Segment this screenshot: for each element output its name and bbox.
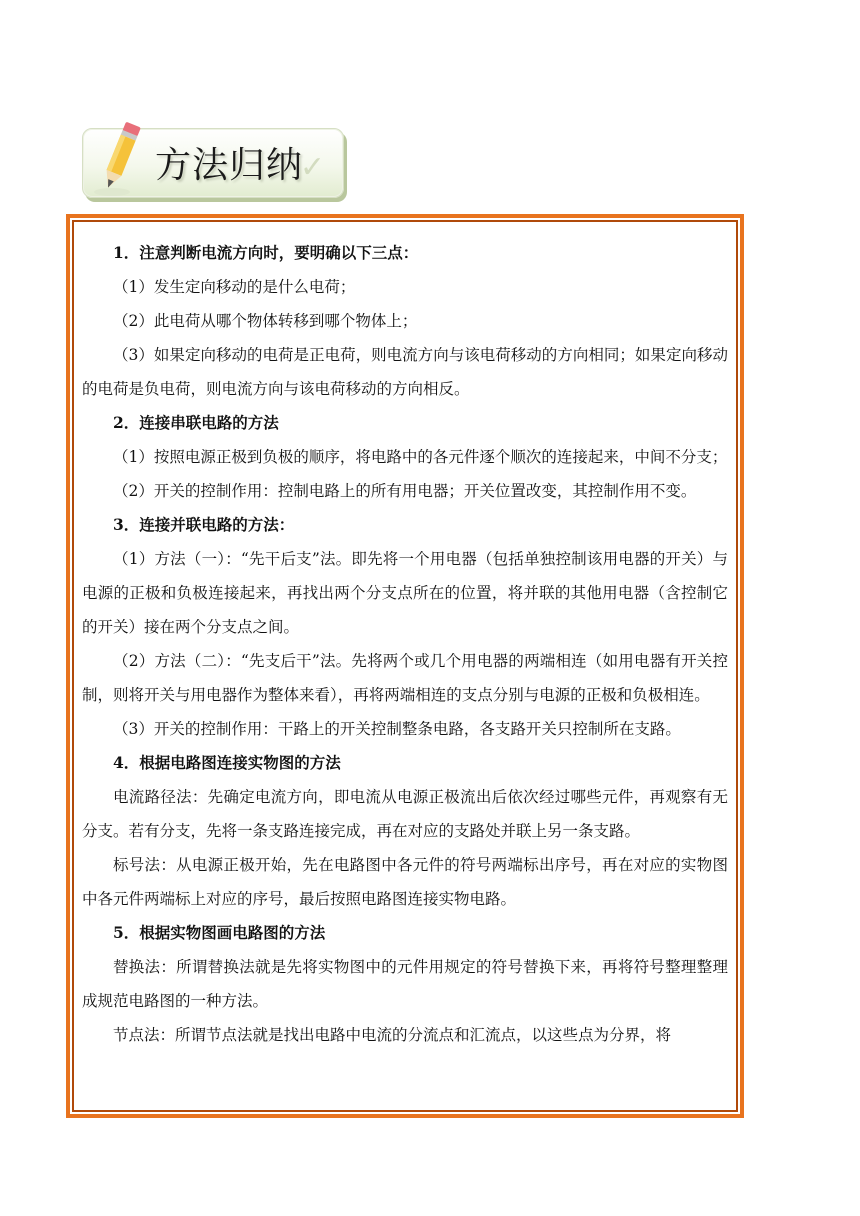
section-heading-5: 5．根据实物图画电路图的方法 — [113, 923, 326, 942]
section-heading-4: 4．根据电路图连接实物图的方法 — [113, 753, 341, 772]
section-heading-2: 2．连接串联电路的方法 — [113, 413, 279, 432]
paragraph: 电流路径法：先确定电流方向，即电流从电源正极流出后依次经过哪些元件，再观察有无分支。若有分支，先将一条支路连接完成，再在对应的支路处并联上另一条支路。 — [82, 788, 728, 840]
check-mark-icon: ✓ — [299, 150, 325, 185]
content-body — [82, 236, 728, 1052]
paragraph: 替换法：所谓替换法就是先将实物图中的元件用规定的符号替换下来，再将符号整理整理成规范电路图的一种方法。 — [82, 958, 728, 1010]
paragraph: （2）此电荷从哪个物体转移到哪个物体上； — [113, 312, 418, 330]
paragraph: （3）如果定向移动的电荷是正电荷，则电流方向与该电荷移动的方向相同；如果定向移动的电荷是负电荷，则电流方向与该电荷移动的方向相反。 — [82, 346, 728, 398]
paragraph: （2）方法（二）：“先支后干”法。先将两个或几个用电器的两端相连（如用电器有开关控制，则将开关与用电器作为整体来看），再将两端相连的支点分别与电源的正极和负极相连。 — [82, 652, 728, 704]
paragraph: （2）开关的控制作用：控制电路上的所有用电器；开关位置改变，其控制作用不变。 — [113, 482, 697, 500]
paragraph: （1）发生定向移动的是什么电荷； — [113, 278, 356, 296]
paragraph: （1）按照电源正极到负极的顺序，将电路中的各元件逐个顺次的连接起来，中间不分支； — [113, 448, 728, 466]
section-title: 方法归纳 — [155, 145, 304, 186]
section-heading-1: 1．注意判断电流方向时，要明确以下三点： — [113, 243, 419, 262]
paragraph: 标号法：从电源正极开始，先在电路图中各元件的符号两端标出序号，再在对应的实物图中各元件两端标上对应的序号，最后按照电路图连接实物电路。 — [82, 856, 728, 908]
paragraph: （1）方法（一）：“先干后支”法。即先将一个用电器（包括单独控制该用电器的开关）与电源的正极和负极连接起来，再找出两个分支点所在的位置，将并联的其他用电器（含控制它的开关）接在两个分支点之间。 — [82, 550, 728, 636]
content-panel — [66, 214, 744, 1118]
pencil-icon — [90, 118, 150, 198]
section-heading-3: 3．连接并联电路的方法： — [113, 515, 295, 534]
paragraph: （3）开关的控制作用：干路上的开关控制整条电路，各支路开关只控制所在支路。 — [113, 720, 681, 738]
paragraph: 节点法：所谓节点法就是找出电路中电流的分流点和汇流点，以这些点为分界，将 — [113, 1026, 672, 1044]
